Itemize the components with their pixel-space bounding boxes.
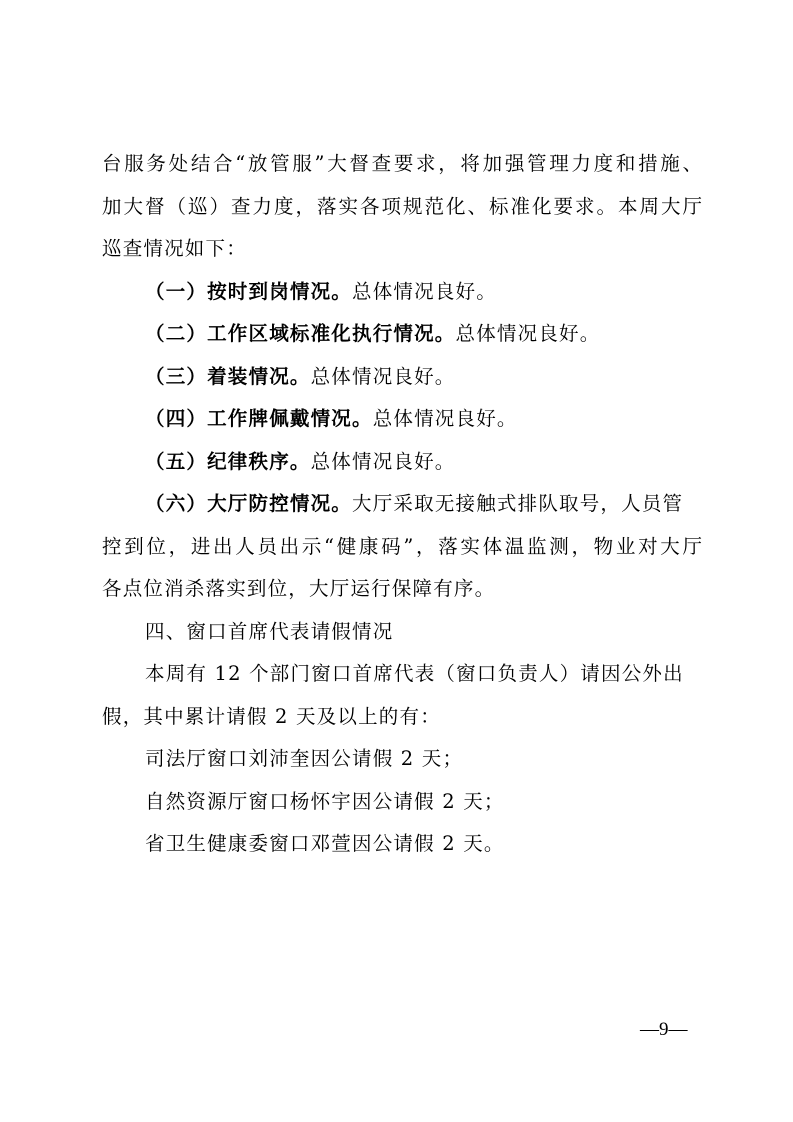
paragraph-line: 控到位，进出人员出示“健康码”，落实体温监测，物业对大厅 — [102, 535, 702, 558]
leave-entry: 自然资源厅窗口杨怀宇因公请假 2 天； — [145, 790, 505, 813]
item-text: 大厅采取无接触式排队取号，人员管 — [352, 492, 684, 515]
item-text: 总体情况良好。 — [310, 365, 456, 388]
item-text: 总体情况良好。 — [352, 280, 497, 303]
item-label: （三）着装情况。 — [145, 365, 311, 388]
page-number: —9— — [640, 1019, 688, 1040]
list-item — [145, 357, 705, 397]
paragraph-line: 巡查情况如下： — [102, 237, 247, 260]
list-item — [145, 314, 705, 354]
list-item — [145, 484, 705, 524]
item-text: 总体情况良好。 — [310, 450, 456, 473]
leave-entry: 省卫生健康委窗口邓萱因公请假 2 天。 — [145, 832, 505, 855]
paragraph-line: 假，其中累计请假 2 天及以上的有： — [102, 705, 441, 728]
item-label: （一）按时到岗情况。 — [145, 280, 353, 303]
section-heading: 四、窗口首席代表请假情况 — [145, 620, 394, 643]
paragraph-line: 本周有 12 个部门窗口首席代表（窗口负责人）请因公外出 — [145, 662, 684, 685]
item-label: （四）工作牌佩戴情况。 — [145, 407, 373, 430]
list-item — [145, 399, 705, 439]
paragraph-line: 台服务处结合“放管服”大督查要求，将加强管理力度和措施、 — [102, 152, 702, 175]
paragraph-line: 各点位消杀落实到位，大厅运行保障有序。 — [102, 577, 496, 600]
item-text: 总体情况良好。 — [455, 322, 601, 345]
item-label: （五）纪律秩序。 — [145, 450, 311, 473]
list-item — [145, 442, 705, 482]
paragraph-line: 加大督（巡）查力度，落实各项规范化、标准化要求。本周大厅 — [102, 195, 702, 218]
item-text: 总体情况良好。 — [372, 407, 518, 430]
list-item — [145, 272, 705, 312]
leave-entry: 司法厅窗口刘沛奎因公请假 2 天； — [145, 747, 464, 770]
item-label: （二）工作区域标准化执行情况。 — [145, 322, 456, 345]
item-label: （六）大厅防控情况。 — [145, 492, 353, 515]
